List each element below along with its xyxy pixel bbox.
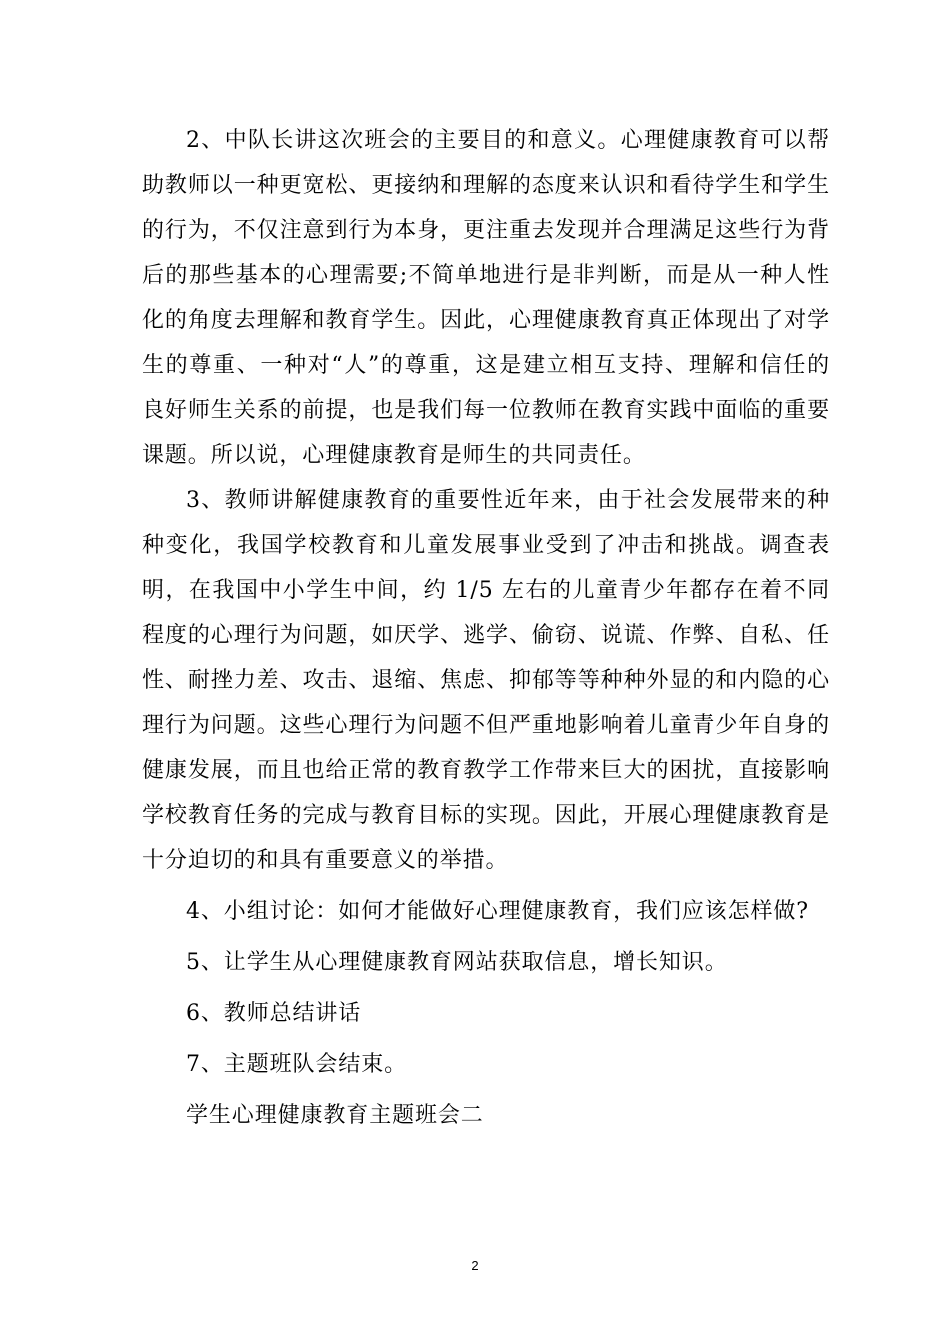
document-body	[142, 118, 830, 1138]
paragraph-item-5: 5、让学生从心理健康教育网站获取信息，增长知识。	[186, 950, 728, 975]
paragraph-item-2: 2、中队长讲这次班会的主要目的和意义。心理健康教育可以帮助教师以一种更宽松、更接纳和理解的态度来认识和看待学生和学生的行为，不仅注意到行为本身，更注重去发现并合理满足这些行为背后的那些基本的心理需要;不简单地进行是非判断，而是从一种人性化的角度去理解和教育学生。因此，心理健康教育真正体现出了对学生的尊重、一种对“人”的尊重，这是建立相互支持、理解和信任的良好师生关系的前提，也是我们每一位教师在教育实践中面临的重要课题。所以说，心理健康教育是师生的共同责任。	[142, 128, 830, 468]
paragraph-item-7: 7、主题班队会结束。	[186, 1052, 407, 1077]
paragraph-item-6: 6、教师总结讲话	[186, 1001, 362, 1026]
paragraph-item-4: 4、小组讨论：如何才能做好心理健康教育，我们应该怎样做?	[186, 899, 809, 924]
section-heading: 学生心理健康教育主题班会二	[186, 1103, 484, 1128]
paragraph-item-3: 3、教师讲解健康教育的重要性近年来，由于社会发展带来的种种变化，我国学校教育和儿童发展事业受到了冲击和挑战。调查表明，在我国中小学生中间，约 1/5 左右的儿童青少年都存在着不同程度的心理行为问题，如厌学、逃学、偷窃、说谎、作弊、自私、任性、耐挫力差、攻击、退缩、焦虑、抑郁等等种种外显的和内隐的心理行为问题。这些心理行为问题不但严重地影响着儿童青少年自身的健康发展，而且也给正常的教育教学工作带来巨大的困扰，直接影响学校教育任务的完成与教育目标的实现。因此，开展心理健康教育是十分迫切的和具有重要意义的举措。	[142, 488, 830, 873]
page-number: 2	[471, 1258, 479, 1273]
